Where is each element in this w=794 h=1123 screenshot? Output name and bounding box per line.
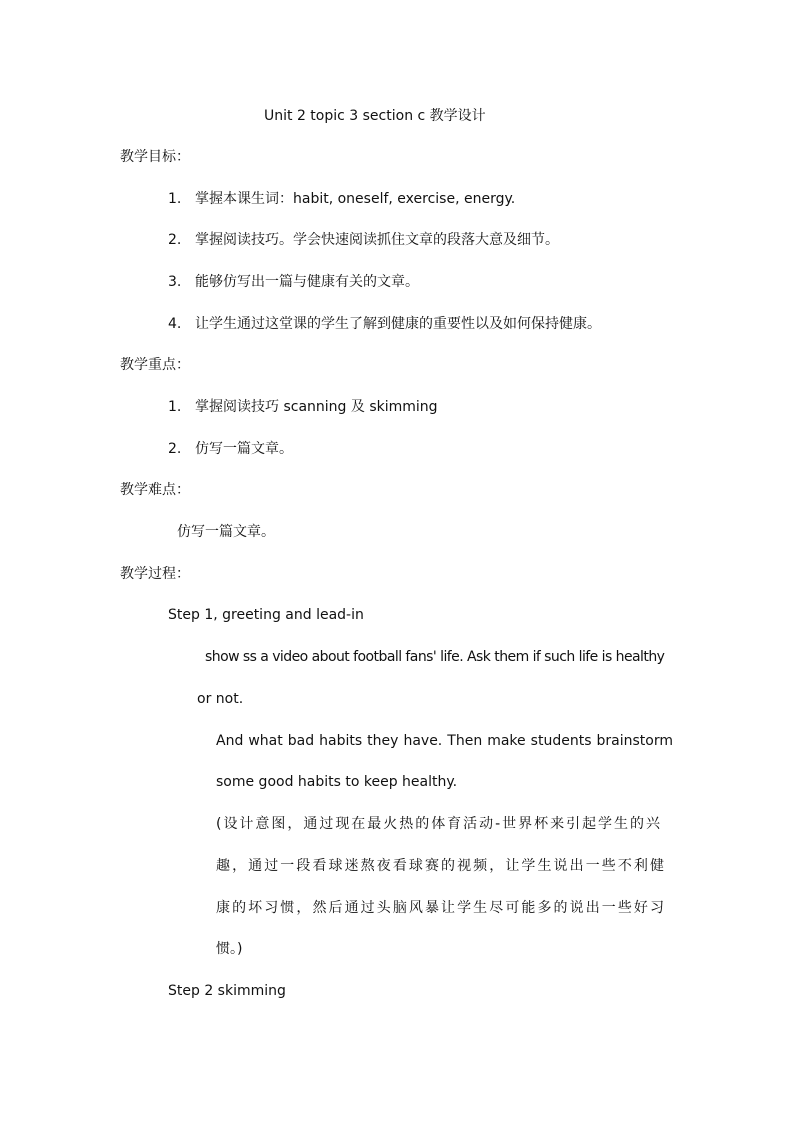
- list-item-text: 掌握本课生词：habit, oneself, exercise, energy.: [195, 191, 516, 207]
- process-heading: 教学过程：: [120, 566, 190, 582]
- list-item-number: 4.: [168, 316, 182, 332]
- list-item-text: 掌握阅读技巧 scanning 及 skimming: [195, 399, 438, 415]
- design-intent-note-line: 趣，通过一段看球迷熬夜看球赛的视频，让学生说出一些不利健: [216, 858, 664, 874]
- list-item-number: 1.: [168, 191, 182, 207]
- step1-paragraph-line: or not.: [197, 691, 244, 707]
- step1-title: Step 1, greeting and lead-in: [168, 607, 364, 623]
- difficulties-text: 仿写一篇文章。: [177, 524, 275, 540]
- step1-paragraph-line: show ss a video about football fans' life. Ask them if such life is healthy: [205, 649, 665, 665]
- list-item-text: 掌握阅读技巧。学会快速阅读抓住文章的段落大意及细节。: [195, 232, 559, 248]
- design-intent-note-line: (设计意图，通过现在最火热的体育活动-世界杯来引起学生的兴: [216, 816, 660, 832]
- difficulties-heading: 教学难点：: [120, 482, 190, 498]
- list-item-text: 能够仿写出一篇与健康有关的文章。: [195, 274, 419, 290]
- list-item-number: 2.: [168, 441, 182, 457]
- list-item-number: 2.: [168, 232, 182, 248]
- list-item-number: 1.: [168, 399, 182, 415]
- objectives-heading: 教学目标：: [120, 149, 190, 165]
- key-points-heading: 教学重点：: [120, 357, 190, 373]
- step2-title: Step 2 skimming: [168, 983, 286, 999]
- step1-paragraph-line: some good habits to keep healthy.: [216, 774, 458, 790]
- step1-paragraph-line: And what bad habits they have. Then make students brainstorm: [216, 733, 673, 749]
- list-item-text: 仿写一篇文章。: [195, 441, 293, 457]
- list-item-number: 3.: [168, 274, 182, 290]
- design-intent-note-line: 惯。): [216, 941, 243, 957]
- design-intent-note-line: 康的坏习惯，然后通过头脑风暴让学生尽可能多的说出一些好习: [216, 900, 664, 916]
- document-title: Unit 2 topic 3 section c 教学设计: [264, 108, 486, 124]
- list-item-text: 让学生通过这堂课的学生了解到健康的重要性以及如何保持健康。: [195, 316, 601, 332]
